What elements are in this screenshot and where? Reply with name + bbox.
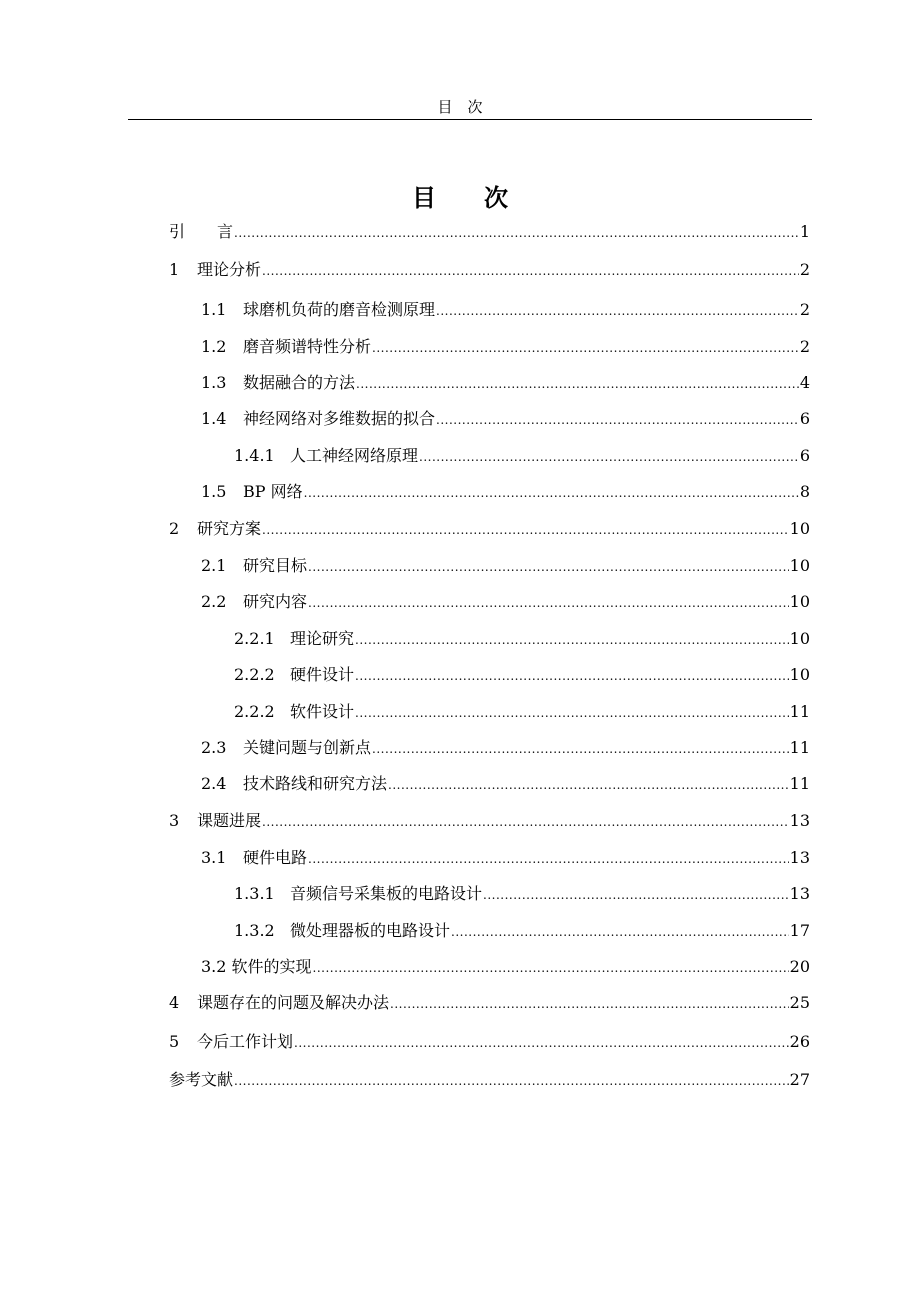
toc-entry-label: 硬件电路 [243, 848, 308, 867]
toc-entry[interactable] [201, 772, 810, 796]
toc-entry-page: 6 [799, 409, 810, 428]
toc-entry-label: 研究方案 [197, 519, 262, 538]
toc-entry-number: 2.1 [201, 556, 227, 575]
toc-entry-label: 硬件设计 [290, 665, 355, 684]
toc-entry-number: 2.2 [201, 592, 227, 611]
toc-entry-label: 技术路线和研究方法 [243, 774, 388, 793]
dot-leader [436, 299, 799, 323]
toc-entry-label: 理论研究 [290, 629, 355, 648]
dot-leader [313, 956, 789, 980]
toc-entry-page: 26 [789, 1032, 810, 1051]
toc-entry-label: 磨音频谱特性分析 [243, 337, 372, 356]
dot-leader [390, 992, 789, 1016]
toc-entry-number: 1.3 [201, 373, 227, 392]
toc-entry-page: 8 [799, 482, 810, 501]
toc-entry[interactable] [169, 991, 810, 1015]
dot-leader [355, 701, 789, 725]
toc-entry[interactable] [234, 882, 810, 906]
toc-entry[interactable] [169, 220, 810, 244]
toc-entry-page: 13 [789, 811, 810, 830]
toc-entry-number: 1.1 [201, 300, 227, 319]
dot-leader [355, 628, 789, 652]
dot-leader [419, 445, 799, 469]
dot-leader [308, 555, 789, 579]
toc-entry-label: 球磨机负荷的磨音检测原理 [243, 300, 436, 319]
running-header: 目 次 [437, 98, 483, 116]
toc-entry-page: 2 [799, 260, 810, 279]
toc-entry-number: 1.2 [201, 337, 227, 356]
toc-entry-page: 6 [799, 446, 810, 465]
toc-entry-page: 13 [789, 884, 810, 903]
toc-entry-number: 1.3.1 [234, 884, 275, 903]
toc-entry[interactable] [169, 258, 810, 282]
toc-entry-label: 3.2 软件的实现 [201, 957, 312, 976]
toc-entry-page: 10 [789, 665, 810, 684]
toc-entry-page: 17 [789, 921, 810, 940]
toc-entry-page: 11 [789, 702, 810, 721]
toc-entry-label: 引 言 [169, 222, 234, 241]
dot-leader [436, 408, 799, 432]
dot-leader [304, 481, 799, 505]
toc-entry-page: 4 [799, 373, 810, 392]
toc-entry[interactable] [169, 1030, 810, 1054]
toc-entry-label: 数据融合的方法 [243, 373, 356, 392]
toc-entry-number: 2.4 [201, 774, 227, 793]
toc-entry[interactable] [234, 444, 810, 468]
toc-entry-number: 4 [169, 993, 180, 1012]
toc-entry[interactable] [234, 627, 810, 651]
toc-entry-label: 音频信号采集板的电路设计 [290, 884, 483, 903]
toc-entry[interactable] [201, 846, 810, 870]
toc-entry[interactable] [201, 298, 810, 322]
toc-entry-number: 1.5 [201, 482, 227, 501]
toc-entry[interactable] [234, 700, 810, 724]
toc-entry-page: 11 [789, 738, 810, 757]
toc-entry-page: 10 [789, 592, 810, 611]
toc-entry-number: 5 [169, 1032, 180, 1051]
toc-entry-page: 1 [799, 222, 810, 241]
toc-entry-label: 研究目标 [243, 556, 308, 575]
toc-entry-page: 25 [789, 993, 810, 1012]
toc-entry-page: 13 [789, 848, 810, 867]
toc-entry-number: 1.3.2 [234, 921, 275, 940]
toc-title-char-1: 目 [412, 183, 436, 212]
toc-entry[interactable] [234, 919, 810, 943]
toc-entry-number: 1.4 [201, 409, 227, 428]
dot-leader [308, 847, 789, 871]
toc-entry-number: 2.3 [201, 738, 227, 757]
dot-leader [294, 1031, 789, 1055]
dot-leader [451, 920, 789, 944]
toc-entry-page: 10 [789, 556, 810, 575]
dot-leader [262, 810, 789, 834]
toc-entry-label: 今后工作计划 [197, 1032, 294, 1051]
dot-leader [372, 737, 789, 761]
toc-entry-label: 神经网络对多维数据的拟合 [243, 409, 436, 428]
toc-entry-label: 研究内容 [243, 592, 308, 611]
toc-entry-number: 1.4.1 [234, 446, 275, 465]
toc-entry-number: 2.2.1 [234, 629, 275, 648]
dot-leader [388, 773, 789, 797]
toc-entry-label: 参考文献 [169, 1070, 234, 1089]
toc-entry[interactable] [201, 335, 810, 359]
dot-leader [234, 1069, 789, 1093]
toc-entry[interactable] [169, 517, 810, 541]
toc-entry-label: 人工神经网络原理 [290, 446, 419, 465]
toc-entry[interactable] [201, 371, 810, 395]
dot-leader [372, 336, 799, 360]
toc-entry-page: 10 [789, 629, 810, 648]
dot-leader [356, 372, 799, 396]
toc-entry[interactable] [234, 663, 810, 687]
toc-entry-label: 理论分析 [197, 260, 262, 279]
toc-entry-number: 2 [169, 519, 180, 538]
toc-entry-number: 2.2.2 [234, 702, 275, 721]
toc-entry-number: 3.1 [201, 848, 227, 867]
toc-entry[interactable] [201, 736, 810, 760]
toc-entry[interactable] [201, 590, 810, 614]
toc-entry-page: 11 [789, 774, 810, 793]
dot-leader [308, 591, 789, 615]
toc-entry-label: 课题进展 [197, 811, 262, 830]
toc-entry-page: 20 [789, 957, 810, 976]
toc-entry-label: BP 网络 [243, 482, 303, 501]
toc-entry-page: 10 [789, 519, 810, 538]
dot-leader [234, 221, 799, 245]
dot-leader [262, 518, 789, 542]
toc-entry-label: 课题存在的问题及解决办法 [197, 993, 390, 1012]
toc-entry-page: 27 [789, 1070, 810, 1089]
toc-entry[interactable] [169, 809, 810, 833]
toc-title-char-2: 次 [484, 183, 508, 212]
toc-entry-page: 2 [799, 300, 810, 319]
dot-leader [262, 259, 799, 283]
dot-leader [355, 664, 789, 688]
toc-entry-page: 2 [799, 337, 810, 356]
toc-entry-number: 1 [169, 260, 180, 279]
toc-entry[interactable] [201, 480, 810, 504]
toc-entry[interactable] [201, 955, 810, 979]
toc-entry-label: 微处理器板的电路设计 [290, 921, 451, 940]
toc-entry-number: 2.2.2 [234, 665, 275, 684]
toc-entry[interactable] [201, 407, 810, 431]
toc-entry-number: 3 [169, 811, 180, 830]
toc-entry-label: 关键问题与创新点 [243, 738, 372, 757]
toc-entry-label: 软件设计 [290, 702, 355, 721]
dot-leader [483, 883, 789, 907]
toc-entry[interactable] [201, 554, 810, 578]
toc-entry[interactable] [169, 1068, 810, 1092]
